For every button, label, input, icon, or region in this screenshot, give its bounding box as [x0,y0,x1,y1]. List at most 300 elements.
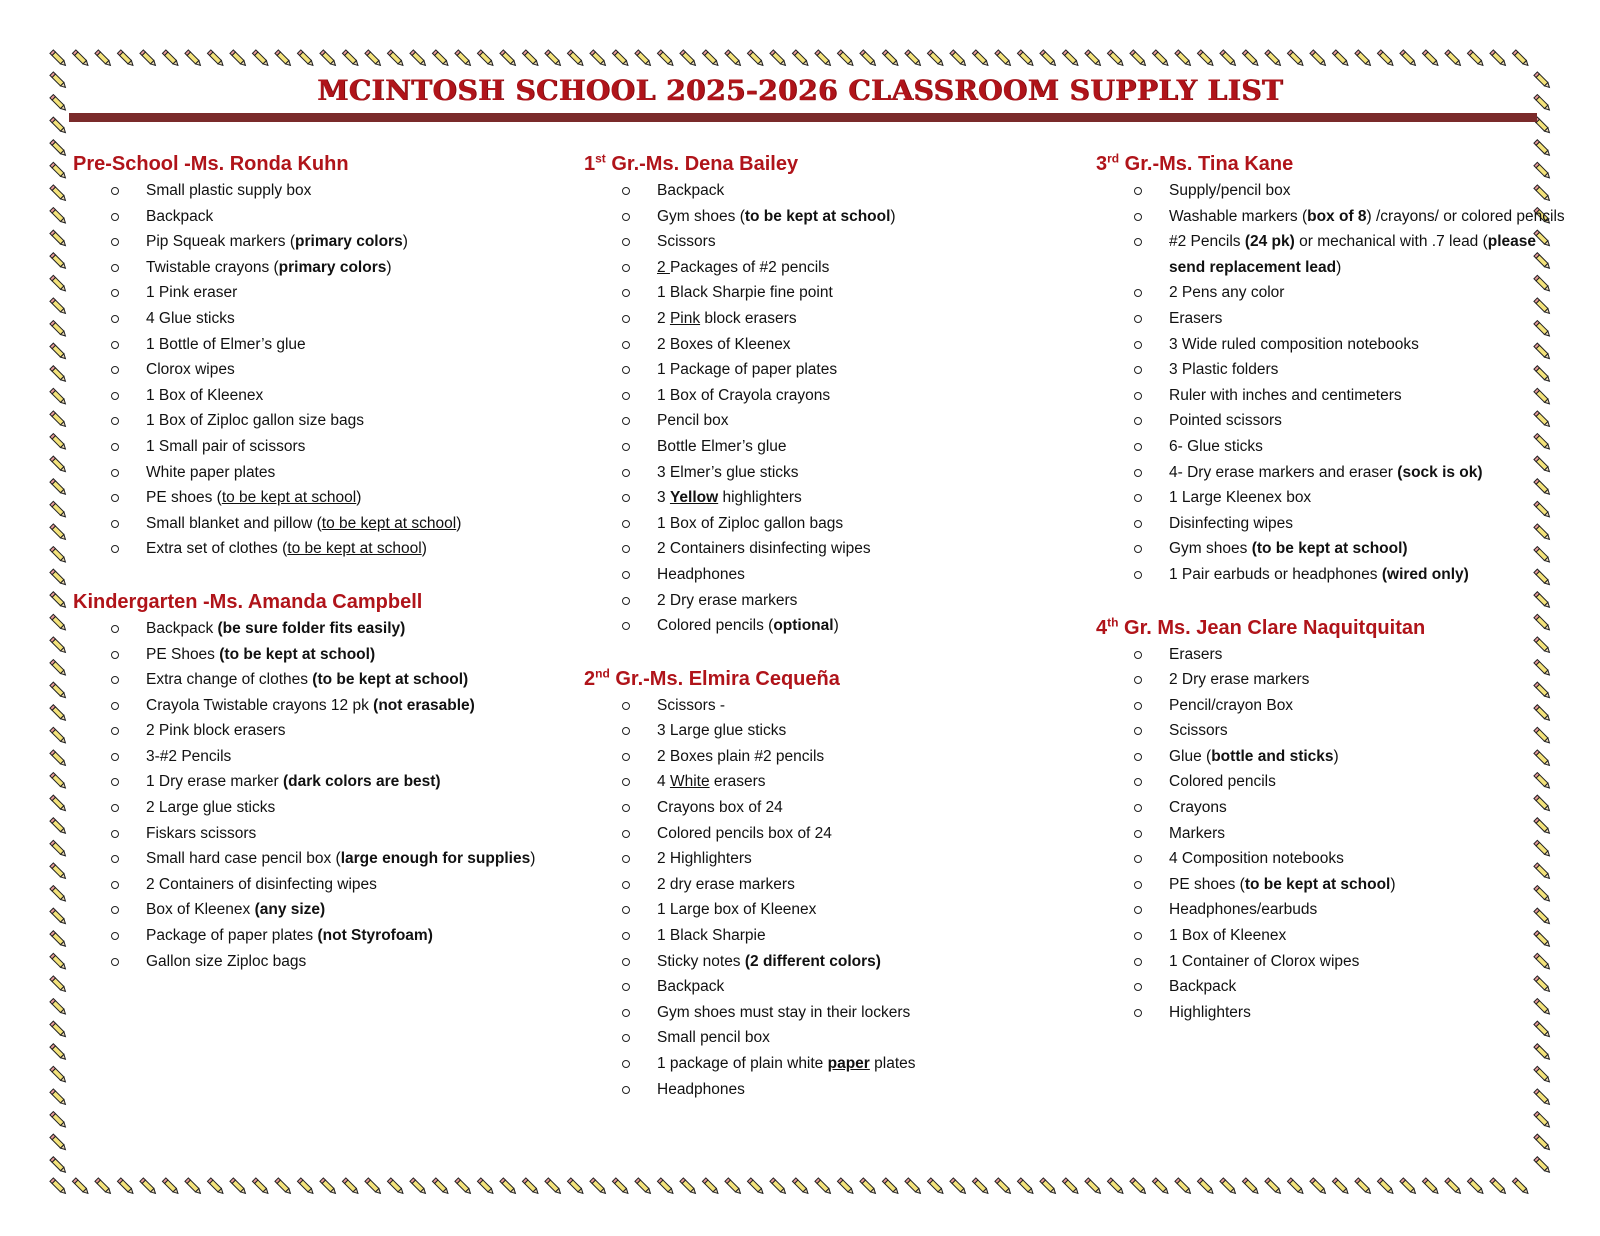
pencil-icon [297,1178,314,1195]
pencil-icon [275,1178,292,1195]
supply-item: 1 Box of Kleenex [73,383,553,409]
supply-item: Headphones [584,562,1064,588]
pencil-icon [1242,1178,1259,1195]
circle-bullet-icon [622,1009,630,1017]
section-heading-text: Gr.-Ms. Elmira Cequeña [609,667,840,690]
pencil-icon [1152,1178,1169,1195]
supply-item: Pip Squeak markers (primary colors) [73,229,553,255]
pencil-icon [50,434,67,451]
pencil-icon [455,50,472,67]
pencil-icon [1040,1178,1057,1195]
supply-item: Small blanket and pillow (to be kept at school) [73,511,553,537]
supply-item: Extra set of clothes (to be kept at school) [73,536,553,562]
circle-bullet-icon [111,187,119,195]
pencil-icon [50,140,67,157]
pencil-icon [927,50,944,67]
circle-bullet-icon [111,341,119,349]
pencil-icon [140,1178,157,1195]
pencil-icon [140,50,157,67]
supply-item: 2 dry erase markers [584,872,1064,898]
circle-bullet-icon [111,906,119,914]
pencil-icon [50,569,67,586]
circle-bullet-icon [1134,983,1142,991]
pencil-icon [365,1178,382,1195]
supply-item: 2 Containers of disinfecting wipes [73,872,553,898]
pencil-icon [50,1044,67,1061]
pencil-icon [1287,1178,1304,1195]
supply-item: Small plastic supply box [73,178,553,204]
circle-bullet-icon [111,366,119,374]
pencil-icon [50,208,67,225]
column-2 [584,150,1064,1102]
supply-item: 2 Boxes of Kleenex [584,332,1064,358]
section-heading [1096,614,1576,642]
supply-item: 1 Small pair of scissors [73,434,553,460]
pencil-icon [747,50,764,67]
pencil-icon [50,456,67,473]
circle-bullet-icon [111,520,119,528]
supply-item: Headphones/earbuds [1096,897,1576,923]
pencil-icon [50,1021,67,1038]
supply-item: 1 Black Sharpie [584,923,1064,949]
supply-item: Gym shoes must stay in their lockers [584,1000,1064,1026]
pencil-icon [50,818,67,835]
pencil-icon [387,1178,404,1195]
pencil-icon [590,50,607,67]
pencil-icon [50,479,67,496]
circle-bullet-icon [622,571,630,579]
supply-item: 1 Box of Kleenex [1096,923,1576,949]
section-heading-text: Kindergarten -Ms. Amanda Campbell [73,590,423,613]
circle-bullet-icon [111,881,119,889]
pencil-icon [207,1178,224,1195]
circle-bullet-icon [622,778,630,786]
section-heading [1096,150,1576,178]
circle-bullet-icon [111,494,119,502]
pencil-icon [50,72,67,89]
pencil-icon [500,1178,517,1195]
circle-bullet-icon [622,443,630,451]
pencil-icon [972,1178,989,1195]
pencil-icon [1490,50,1507,67]
circle-bullet-icon [622,366,630,374]
supply-item: 2 Containers disinfecting wipes [584,536,1064,562]
pencil-icon [1310,1178,1327,1195]
section-heading-text: Pre-School -Ms. Ronda Kuhn [73,153,349,175]
pencil-icon [1445,50,1462,67]
column-1 [73,150,553,974]
pencil-icon [410,1178,427,1195]
supply-item: 2 Packages of #2 pencils [584,255,1064,281]
pencil-icon [50,999,67,1016]
pencil-icon [1534,1044,1551,1061]
circle-bullet-icon [622,753,630,761]
circle-bullet-icon [622,958,630,966]
circle-bullet-icon [622,315,630,323]
pencil-icon [410,50,427,67]
circle-bullet-icon [1134,494,1142,502]
pencil-icon [95,1178,112,1195]
pencil-icon [1355,50,1372,67]
pencil-icon [680,50,697,67]
pencil-icon [117,50,134,67]
pencil-icon [1332,50,1349,67]
pencil-icon [1152,50,1169,67]
pencil-icon [117,1178,134,1195]
pencil-icon [50,1134,67,1151]
pencil-icon [1220,1178,1237,1195]
pencil-icon [545,1178,562,1195]
circle-bullet-icon [622,213,630,221]
circle-bullet-icon [622,932,630,940]
pencil-icon [50,117,67,134]
supply-item: Gallon size Ziploc bags [73,949,553,975]
supply-item: 1 Large Kleenex box [1096,485,1576,511]
circle-bullet-icon [1134,906,1142,914]
pencil-icon [50,614,67,631]
supply-item: Extra change of clothes (to be kept at school) [73,667,553,693]
supply-item: 4 White erasers [584,769,1064,795]
circle-bullet-icon [1134,289,1142,297]
pencil-icon [252,1178,269,1195]
supply-item: 4 Glue sticks [73,306,553,332]
pencil-icon [770,50,787,67]
supply-item: Bottle Elmer’s glue [584,434,1064,460]
pencil-icon [1175,50,1192,67]
supply-item: Scissors [584,229,1064,255]
grade-number: 1 [584,153,596,175]
pencil-icon [320,50,337,67]
pencil-icon [50,253,67,270]
section-heading [584,665,1064,693]
circle-bullet-icon [111,830,119,838]
supply-item: Crayons [1096,795,1576,821]
pencil-icon [252,50,269,67]
supply-item: White paper plates [73,460,553,486]
pencil-icon [432,1178,449,1195]
circle-bullet-icon [1134,676,1142,684]
pencil-icon [635,1178,652,1195]
supply-item: Box of Kleenex (any size) [73,897,553,923]
pencil-icon [1332,1178,1349,1195]
pencil-icon [905,50,922,67]
pencil-icon [1490,1178,1507,1195]
pencil-icon [1400,50,1417,67]
pencil-icon [1040,50,1057,67]
circle-bullet-icon [1134,778,1142,786]
pencil-icon [792,50,809,67]
section-heading [73,150,553,178]
circle-bullet-icon [1134,932,1142,940]
pencil-icon [1355,1178,1372,1195]
pencil-icon [50,750,67,767]
pencil-icon [725,50,742,67]
circle-bullet-icon [622,289,630,297]
supply-item: 1 Large box of Kleenex [584,897,1064,923]
pencil-icon [50,298,67,315]
pencil-icon [50,840,67,857]
circle-bullet-icon [111,417,119,425]
supply-item: 3 Plastic folders [1096,357,1576,383]
pencil-icon [162,50,179,67]
supply-item: Supply/pencil box [1096,178,1576,204]
pencil-icon [95,50,112,67]
pencil-icon [1534,72,1551,89]
circle-bullet-icon [1134,651,1142,659]
supply-item: 3 Yellow highlighters [584,485,1064,511]
supply-item: Crayola Twistable crayons 12 pk (not erasable) [73,693,553,719]
circle-bullet-icon [1134,520,1142,528]
circle-bullet-icon [111,545,119,553]
pencil-icon [50,592,67,609]
pencil-icon [50,343,67,360]
section-heading [584,150,1064,178]
pencil-icon [1534,1066,1551,1083]
pencil-icon [950,1178,967,1195]
pencil-icon [50,1066,67,1083]
pencil-icon [275,50,292,67]
circle-bullet-icon [622,417,630,425]
circle-bullet-icon [111,315,119,323]
circle-bullet-icon [111,213,119,221]
supply-item: 3 Large glue sticks [584,718,1064,744]
supply-item: 4- Dry erase markers and eraser (sock is ok) [1096,460,1576,486]
supply-list [1096,642,1576,1026]
pencil-icon [1197,50,1214,67]
supply-item: Twistable crayons (primary colors) [73,255,553,281]
supply-item: 6- Glue sticks [1096,434,1576,460]
supply-item: Small pencil box [584,1025,1064,1051]
pencil-icon [1130,1178,1147,1195]
supply-list [73,178,553,562]
pencil-icon [50,1157,67,1174]
pencil-icon [50,795,67,812]
supply-item: 3-#2 Pencils [73,744,553,770]
circle-bullet-icon [1134,545,1142,553]
circle-bullet-icon [1134,958,1142,966]
supply-item: Headphones [584,1077,1064,1103]
pencil-icon [50,321,67,338]
circle-bullet-icon [1134,392,1142,400]
pencil-icon [770,1178,787,1195]
circle-bullet-icon [111,727,119,735]
pencil-icon [50,50,67,67]
circle-bullet-icon [622,727,630,735]
supply-item: Pencil box [584,408,1064,434]
pencil-icon [50,886,67,903]
pencil-icon [342,50,359,67]
circle-bullet-icon [111,469,119,477]
pencil-icon [455,1178,472,1195]
supply-item: PE shoes (to be kept at school) [73,485,553,511]
pencil-icon [1265,50,1282,67]
pencil-icon [1287,50,1304,67]
pencil-icon [50,660,67,677]
pencil-icon [905,1178,922,1195]
pencil-icon [1242,50,1259,67]
supply-item: Ruler with inches and centimeters [1096,383,1576,409]
pencil-icon [72,1178,89,1195]
circle-bullet-icon [111,392,119,400]
supply-item: 1 Container of Clorox wipes [1096,949,1576,975]
pencil-icon [1197,1178,1214,1195]
pencil-icon [1085,50,1102,67]
pencil-icon [1220,50,1237,67]
pencil-icon [50,411,67,428]
pencil-icon [50,230,67,247]
circle-bullet-icon [1134,315,1142,323]
grade-ordinal: st [595,151,606,166]
pencil-icon [477,50,494,67]
circle-bullet-icon [1134,238,1142,246]
pencil-icon [1377,1178,1394,1195]
section-heading-text: Gr. Ms. Jean Clare Naquitquitan [1118,616,1426,639]
pencil-icon [500,50,517,67]
pencil-icon [1422,1178,1439,1195]
supply-item: 1 Pink eraser [73,280,553,306]
supply-item: Pencil/crayon Box [1096,693,1576,719]
circle-bullet-icon [622,264,630,272]
circle-bullet-icon [111,702,119,710]
pencil-icon [792,1178,809,1195]
pencil-icon [50,773,67,790]
supply-item: Backpack [1096,974,1576,1000]
circle-bullet-icon [1134,727,1142,735]
pencil-icon [1017,1178,1034,1195]
pencil-icon [432,50,449,67]
pencil-icon [702,1178,719,1195]
pencil-icon [50,501,67,518]
circle-bullet-icon [622,545,630,553]
pencil-icon [1467,50,1484,67]
circle-bullet-icon [622,702,630,710]
pencil-icon [1534,1089,1551,1106]
supply-item: Backpack [73,204,553,230]
pencil-icon [680,1178,697,1195]
supply-item: Pointed scissors [1096,408,1576,434]
supply-item: Gym shoes (to be kept at school) [584,204,1064,230]
pencil-icon [815,50,832,67]
pencil-icon [342,1178,359,1195]
supply-item: Small hard case pencil box (large enough for supplies) [73,846,553,872]
pencil-icon [702,50,719,67]
section-heading [73,588,553,616]
pencil-icon [50,1089,67,1106]
supply-item: 2 Large glue sticks [73,795,553,821]
supply-list [584,693,1064,1103]
circle-bullet-icon [1134,881,1142,889]
circle-bullet-icon [1134,469,1142,477]
pencil-icon [1130,50,1147,67]
pencil-icon [477,1178,494,1195]
supply-item: Erasers [1096,642,1576,668]
supply-item: 3 Elmer’s glue sticks [584,460,1064,486]
supply-item: Package of paper plates (not Styrofoam) [73,923,553,949]
pencil-icon [72,50,89,67]
pencil-icon [162,1178,179,1195]
pencil-icon [1467,1178,1484,1195]
supply-item: 3 Wide ruled composition notebooks [1096,332,1576,358]
pencil-icon [1534,95,1551,112]
supply-item: 1 Box of Ziploc gallon bags [584,511,1064,537]
supply-item: Colored pencils box of 24 [584,821,1064,847]
supply-item: 2 Highlighters [584,846,1064,872]
supply-item: Washable markers (box of 8) /crayons/ or colored pencils [1096,204,1576,230]
circle-bullet-icon [111,932,119,940]
pencil-icon [50,682,67,699]
supply-item: Backpack [584,974,1064,1000]
grade-number: 3 [1096,153,1108,175]
pencil-icon [230,50,247,67]
pencil-icon [545,50,562,67]
circle-bullet-icon [622,830,630,838]
circle-bullet-icon [1134,366,1142,374]
circle-bullet-icon [111,443,119,451]
circle-bullet-icon [1134,443,1142,451]
pencil-icon [297,50,314,67]
column-3 [1096,150,1576,1025]
circle-bullet-icon [111,778,119,786]
pencil-icon [972,50,989,67]
circle-bullet-icon [111,855,119,863]
pencil-icon [50,1178,67,1195]
pencil-icon [522,1178,539,1195]
title-rule [69,113,1537,122]
pencil-icon [1265,1178,1282,1195]
pencil-icon [950,50,967,67]
grade-number: 4 [1096,616,1108,639]
section-heading-text: Gr.-Ms. Tina Kane [1119,153,1294,175]
pencil-icon [725,1178,742,1195]
supply-item: Crayons box of 24 [584,795,1064,821]
supply-item: 1 package of plain white paper plates [584,1051,1064,1077]
supply-item: Markers [1096,821,1576,847]
pencil-icon [1422,50,1439,67]
circle-bullet-icon [1134,804,1142,812]
supply-item: Disinfecting wipes [1096,511,1576,537]
pencil-icon [1062,50,1079,67]
pencil-icon [747,1178,764,1195]
pencil-icon [567,1178,584,1195]
circle-bullet-icon [622,494,630,502]
supply-item: Erasers [1096,306,1576,332]
pencil-icon [657,50,674,67]
pencil-icon [1175,1178,1192,1195]
grade-ordinal: th [1107,614,1119,629]
pencil-icon [50,705,67,722]
pencil-icon [882,50,899,67]
pencil-icon [567,50,584,67]
circle-bullet-icon [622,597,630,605]
circle-bullet-icon [111,289,119,297]
pencil-icon [1445,1178,1462,1195]
section-heading-text: Gr.-Ms. Dena Bailey [605,153,799,175]
supply-item: PE shoes (to be kept at school) [1096,872,1576,898]
supply-item: Scissors [1096,718,1576,744]
supply-item: Sticky notes (2 different colors) [584,949,1064,975]
pencil-icon [50,1112,67,1129]
supply-item: Scissors - [584,693,1064,719]
pencil-icon [50,547,67,564]
supply-item: 2 Pink block erasers [73,718,553,744]
circle-bullet-icon [111,676,119,684]
supply-item: 1 Package of paper plates [584,357,1064,383]
circle-bullet-icon [622,341,630,349]
pencil-icon [230,1178,247,1195]
pencil-icon [50,524,67,541]
pencil-icon [1534,1112,1551,1129]
pencil-icon [320,1178,337,1195]
